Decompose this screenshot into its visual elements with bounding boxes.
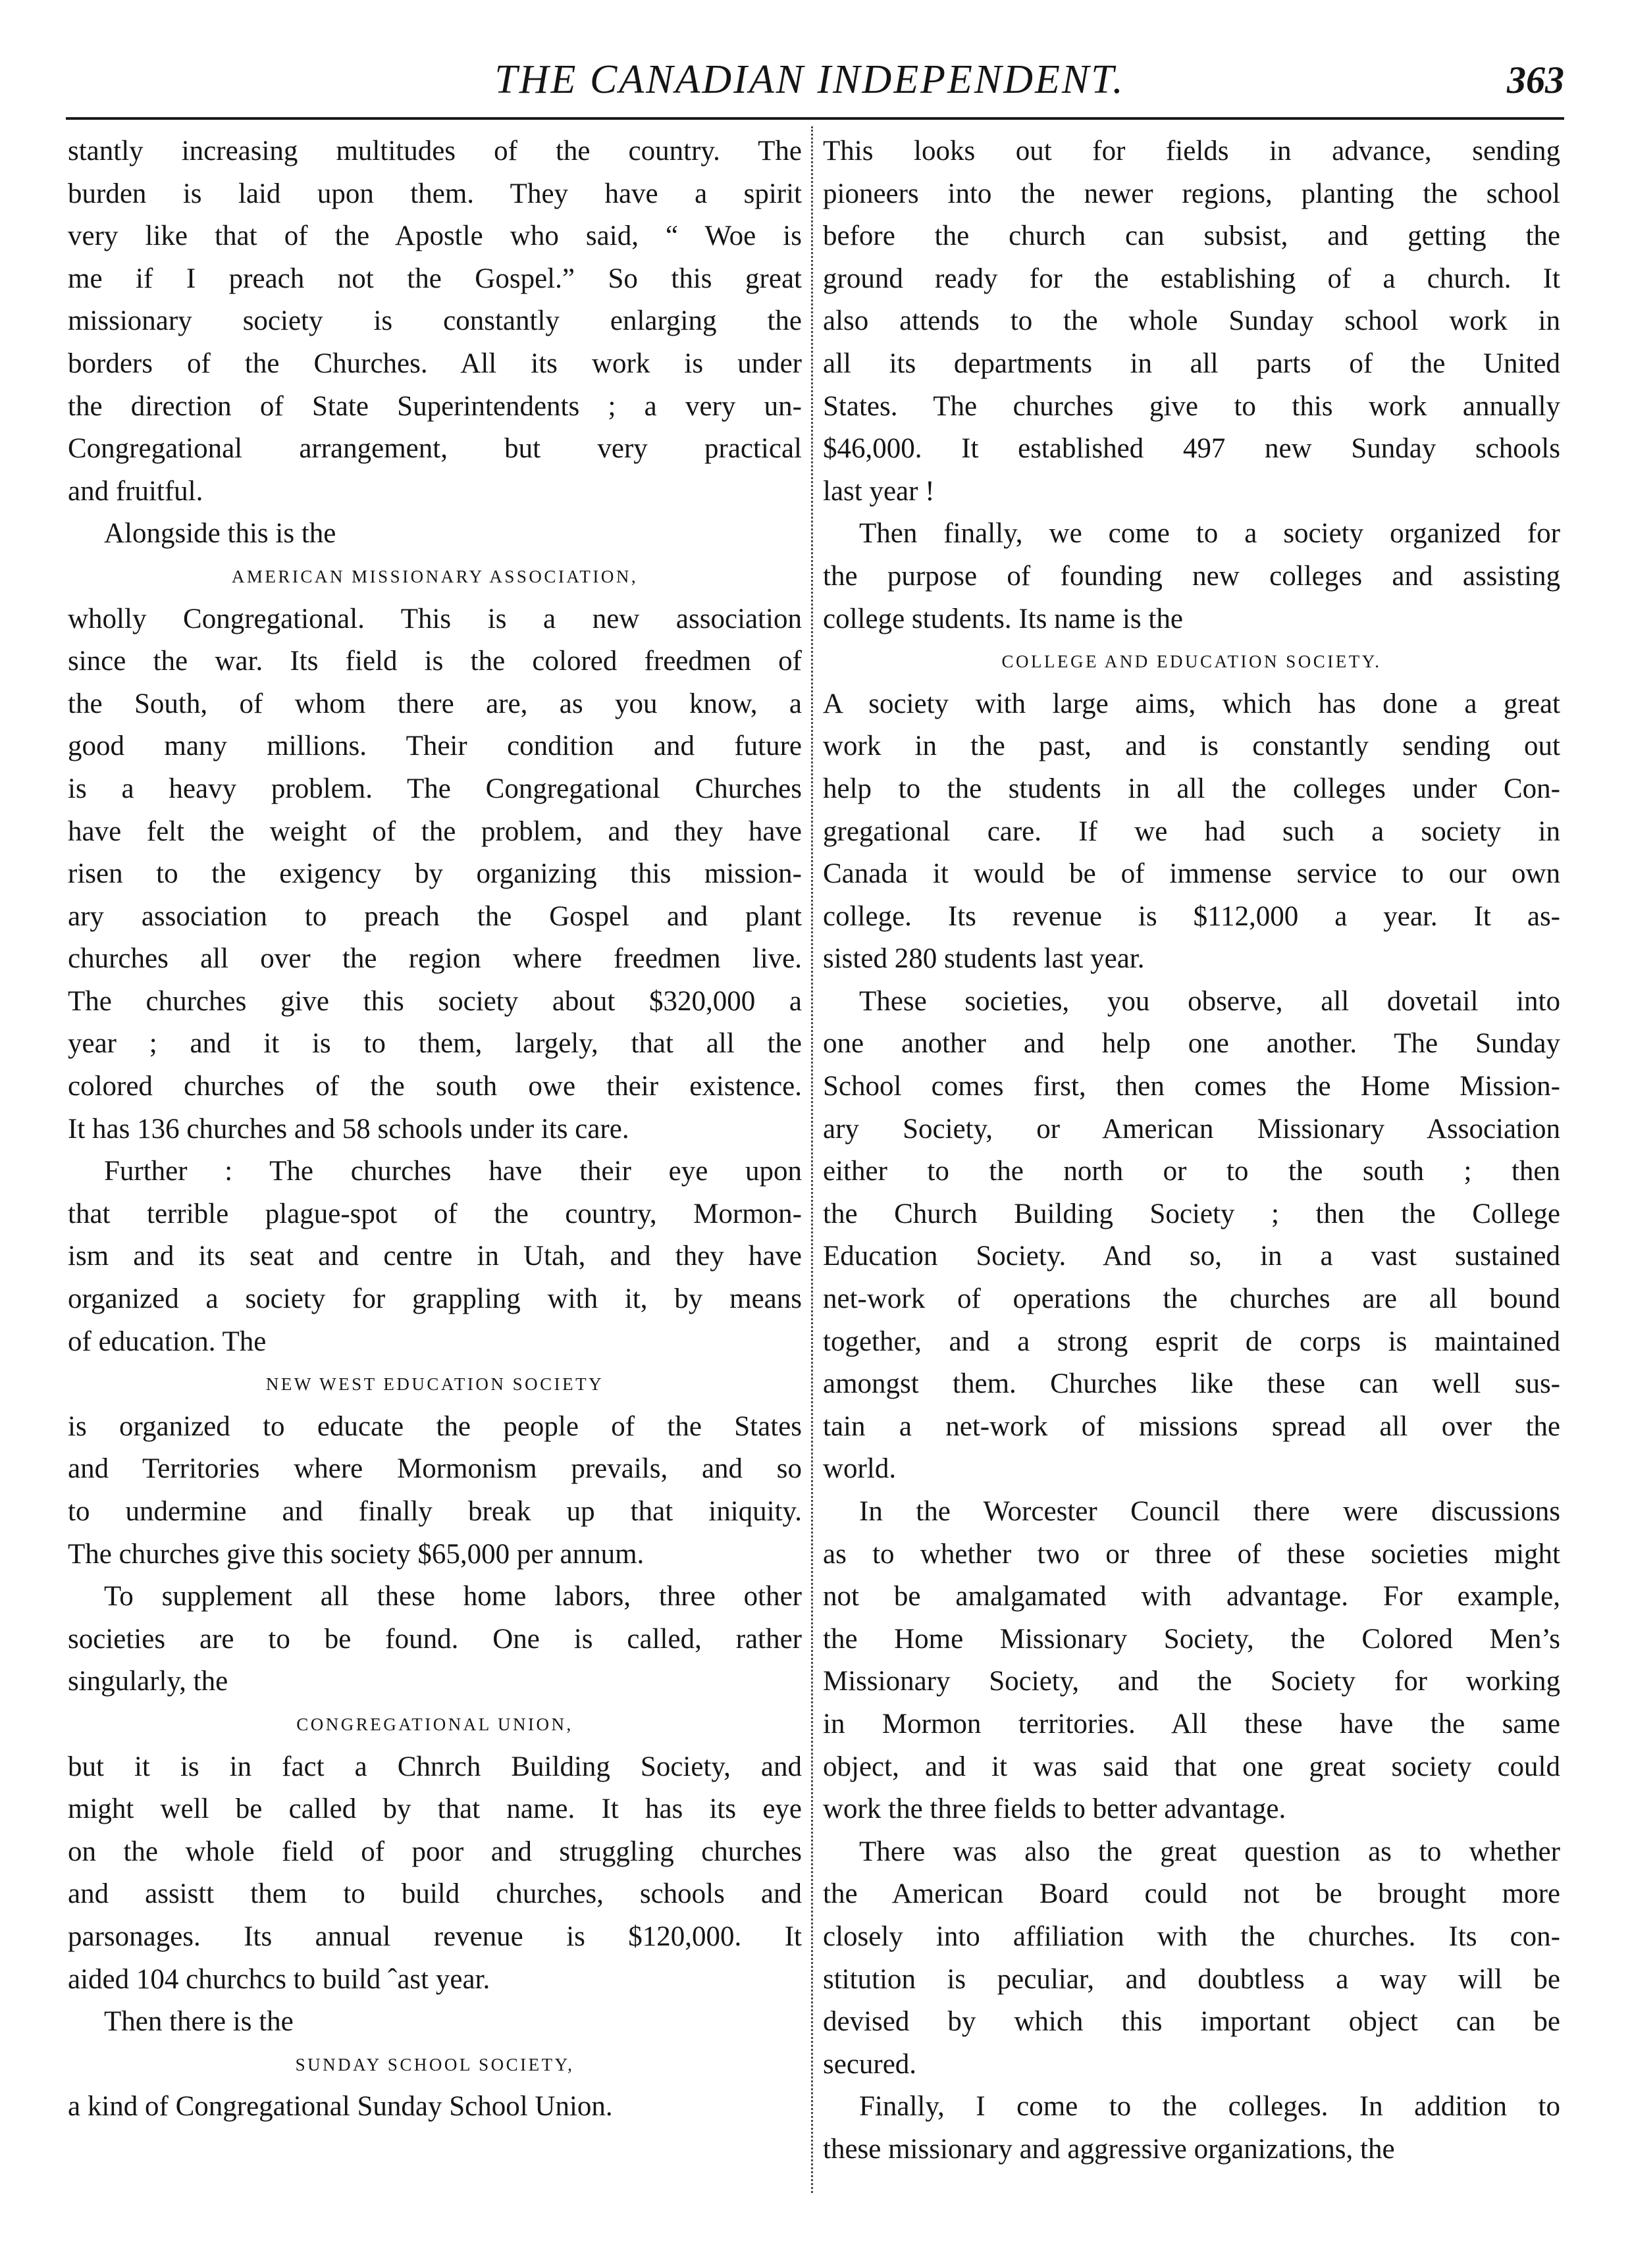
- text-line: ary Society, or American Missionary Association: [823, 1113, 1560, 1145]
- page-title: THE CANADIAN INDEPENDENT.: [494, 57, 1125, 102]
- text-line: singularly, the: [68, 1666, 228, 1697]
- text-line: work the three fields to better advantage.: [823, 1793, 1286, 1825]
- text-line: object, and it was said that one great society could: [823, 1751, 1560, 1782]
- text-line: $46,000. It established 497 new Sunday schools: [823, 433, 1560, 465]
- text-line: ary association to preach the Gospel and plant: [68, 900, 802, 932]
- text-line: also attends to the whole Sunday school work in: [823, 305, 1560, 337]
- text-line: To supplement all these home labors, three other: [104, 1581, 802, 1612]
- text-line: A society with large aims, which has done a great: [823, 688, 1560, 719]
- text-line: but it is in fact a Chnrch Building Society, and: [68, 1751, 802, 1782]
- text-line: to undermine and finally break up that iniquity.: [68, 1496, 802, 1527]
- text-line: as to whether two or three of these societies might: [823, 1538, 1560, 1570]
- text-line: is organized to educate the people of the States: [68, 1410, 802, 1442]
- text-line: School comes first, then comes the Home Mission-: [823, 1071, 1560, 1102]
- text-line: is a heavy problem. The Congregational Churches: [68, 773, 802, 804]
- text-line: Then finally, we come to a society organized for: [859, 518, 1560, 550]
- text-line: in Mormon territories. All these have the same: [823, 1708, 1560, 1740]
- text-line: devised by which this important object can be: [823, 2006, 1560, 2038]
- text-line: one another and help one another. The Sunday: [823, 1028, 1560, 1060]
- text-line: the purpose of founding new colleges and assisting: [823, 560, 1560, 592]
- text-line: me if I preach not the Gospel.” So this great: [68, 263, 802, 294]
- text-line: either to the north or to the south ; then: [823, 1156, 1560, 1187]
- text-line: amongst them. Churches like these can well sus-: [823, 1368, 1560, 1400]
- text-line: closely into affiliation with the churches. Its con-: [823, 1920, 1560, 1952]
- text-line: might well be called by that name. It has its eye: [68, 1793, 802, 1825]
- text-line: colored churches of the south owe their existence.: [68, 1071, 802, 1102]
- section-heading: AMERICAN MISSIONARY ASSOCIATION,: [231, 566, 639, 586]
- section-heading: CONGREGATIONAL UNION,: [296, 1714, 573, 1734]
- column-divider: [811, 126, 813, 2193]
- text-line: before the church can subsist, and getting the: [823, 220, 1560, 252]
- text-line: churches all over the region where freedmen live.: [68, 943, 802, 975]
- text-line: secured.: [823, 2048, 917, 2080]
- text-line: together, and a strong esprit de corps is maintained: [823, 1326, 1560, 1357]
- text-line: Finally, I come to the colleges. In addition to: [859, 2091, 1560, 2123]
- text-line: college. Its revenue is $112,000 a year. It as-: [823, 900, 1560, 932]
- text-line: ism and its seat and centre in Utah, and they have: [68, 1241, 802, 1272]
- text-line: pioneers into the newer regions, planting the school: [823, 178, 1560, 209]
- text-line: sisted 280 students last year.: [823, 943, 1145, 975]
- text-line: stantly increasing multitudes of the country. The: [68, 136, 802, 167]
- text-line: and fruitful.: [68, 475, 203, 507]
- text-line: The churches give this society $65,000 per annum.: [68, 1538, 645, 1570]
- text-line: Further : The churches have their eye upon: [104, 1156, 802, 1187]
- text-line: aided 104 churchcs to build ˆast year.: [68, 1963, 490, 1995]
- text-line: ground ready for the establishing of a church. It: [823, 263, 1560, 294]
- text-line: these missionary and aggressive organizations, the: [823, 2133, 1395, 2165]
- text-line: In the Worcester Council there were discussions: [859, 1496, 1560, 1527]
- text-line: missionary society is constantly enlarging the: [68, 305, 802, 337]
- text-line: that terrible plague-spot of the country, Mormon-: [68, 1198, 802, 1229]
- text-line: Canada it would be of immense service to our own: [823, 858, 1560, 890]
- text-line: all its departments in all parts of the United: [823, 348, 1560, 379]
- text-line: Then there is the: [104, 2006, 294, 2038]
- text-line: the direction of State Superintendents ; a very un-: [68, 390, 802, 422]
- text-line: good many millions. Their condition and future: [68, 731, 802, 762]
- text-line: There was also the great question as to whether: [859, 1836, 1560, 1867]
- text-line: work in the past, and is constantly sending out: [823, 731, 1560, 762]
- right-column: [823, 130, 1560, 2171]
- text-line: parsonages. Its annual revenue is $120,000. It: [68, 1920, 802, 1952]
- section-heading: SUNDAY SCHOOL SOCIETY,: [295, 2054, 575, 2075]
- text-line: These societies, you observe, all dovetail into: [859, 985, 1560, 1017]
- text-line: have felt the weight of the problem, and they have: [68, 815, 802, 847]
- text-line: risen to the exigency by organizing this mission-: [68, 858, 802, 890]
- text-line: very like that of the Apostle who said, “ Woe is: [68, 220, 802, 252]
- text-line: States. The churches give to this work annually: [823, 390, 1560, 422]
- left-column: [68, 130, 802, 2128]
- section-heading: COLLEGE AND EDUCATION SOCIETY.: [1001, 652, 1382, 672]
- text-line: help to the students in all the colleges under Con-: [823, 773, 1560, 804]
- text-line: world.: [823, 1453, 897, 1485]
- header-rule: [66, 117, 1564, 120]
- text-line: since the war. Its field is the colored freedmen of: [68, 646, 802, 677]
- text-line: the Church Building Society ; then the College: [823, 1198, 1560, 1229]
- text-line: stitution is peculiar, and doubtless a way will be: [823, 1963, 1560, 1995]
- text-line: Congregational arrangement, but very practical: [68, 433, 802, 465]
- text-line: a kind of Congregational Sunday School Union.: [68, 2091, 613, 2123]
- text-line: the South, of whom there are, as you know, a: [68, 688, 802, 719]
- text-line: borders of the Churches. All its work is under: [68, 348, 802, 379]
- text-line: societies are to be found. One is called, rather: [68, 1623, 802, 1655]
- text-line: of education. The: [68, 1326, 267, 1357]
- text-line: and Territories where Mormonism prevails, and so: [68, 1453, 802, 1485]
- text-line: Missionary Society, and the Society for working: [823, 1666, 1560, 1697]
- text-line: not be amalgamated with advantage. For example,: [823, 1581, 1560, 1612]
- text-line: the Home Missionary Society, the Colored Men’s: [823, 1623, 1560, 1655]
- text-line: wholly Congregational. This is a new association: [68, 603, 802, 634]
- text-line: college students. Its name is the: [823, 603, 1183, 634]
- text-line: net-work of operations the churches are all bound: [823, 1283, 1560, 1315]
- text-line: tain a net-work of missions spread all over the: [823, 1410, 1560, 1442]
- text-line: and assistt them to build churches, schools and: [68, 1878, 802, 1910]
- text-line: This looks out for fields in advance, sending: [823, 136, 1560, 167]
- text-line: The churches give this society about $320,000 a: [68, 985, 802, 1017]
- text-line: last year !: [823, 475, 935, 507]
- section-heading: NEW WEST EDUCATION SOCIETY: [265, 1374, 604, 1395]
- text-line: the American Board could not be brought more: [823, 1878, 1560, 1910]
- text-line: It has 136 churches and 58 schools under its care.: [68, 1113, 629, 1145]
- text-line: year ; and it is to them, largely, that all the: [68, 1028, 802, 1060]
- text-line: gregational care. If we had such a society in: [823, 815, 1560, 847]
- text-line: Education Society. And so, in a vast sustained: [823, 1241, 1560, 1272]
- text-line: burden is laid upon them. They have a spirit: [68, 178, 802, 209]
- page-number: 363: [1507, 59, 1564, 101]
- text-line: on the whole field of poor and struggling churches: [68, 1836, 802, 1867]
- text-line: organized a society for grappling with it, by means: [68, 1283, 802, 1315]
- text-line: Alongside this is the: [104, 518, 336, 550]
